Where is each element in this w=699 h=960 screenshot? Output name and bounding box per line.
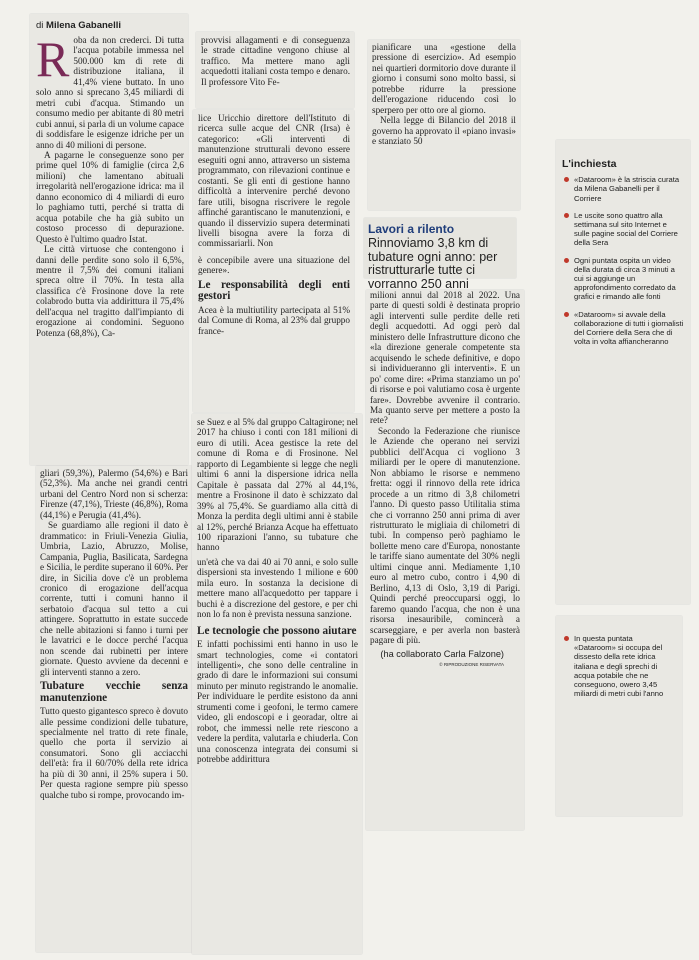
- paragraph: se Suez e al 5% dal gruppo Caltagirone; nel 2017 ha chiuso i conti con 181 milioni di euro di utili. Acea gestisce la rete del comune di Roma e di Frosinone. Nel rapporto di Legambiente si legge che negli ultimi 6 anni la dispersione idrica nella Capitale è passata dal 27% al 44,1%, mentre a Frosinone il dato è schizzato dal 39% al 75,4%. Se guardiamo alla città di Monza la perdita degli ultimi anni è stabile al 12%, perché Brianza Acque ha effettuato 100 riparazioni l'anno, su tubature che hanno: [197, 417, 358, 553]
- paragraph: E infatti pochissimi enti hanno in uso le smart technologies, come «i contatori intelligenti», che sono delle centraline in grado di dare le informazioni sui consumi minuto per minuto registrando le anomalie. Per individuare le perdite esistono da anni strumenti come i geofoni, le termo camere video, gli endoscopi e i georadar, oltre ai robot, che immessi nelle rete riescono a vedere la perdita, valutarla e chiuderla. Con una conoscenza integrata dei consumi si potrebbe addirittura: [197, 639, 358, 765]
- paragraph: Secondo la Federazione che riunisce le Aziende che operano nei servizi pubblici dell'Acqua ci vogliono 3 miliardi per le opere di manutenzione. Non abbiamo le risorse e nemmeno fretta: oggi il rinnovo della rete idrica procede a un ritmo di 3,8 chilometri l'anno. Di questo passo Utilitalia stima che ci vorranno 250 anni prima di aver ristrutturato le migliaia di chilometri di tubi. In compenso però paghiamo le bollette meno care d'Europa, nonostante le tariffe siano aumentate del 30% negli ultimi cinque anni. Mediamente 1,10 euro al metro cubo, contro i 4,90 di Berlino, 4,13 di Oslo, 3,19 di Parigi. Quindi perché preoccuparsi oggi, lo faremo quando l'acqua, che non è una risorsa inesauribile, comincerà a scarseggiare, e per averla non basterà pagare di più.: [370, 425, 520, 645]
- article-text: [196, 32, 354, 87]
- drop-cap: R: [36, 31, 70, 87]
- sidebar-item: Ogni puntata ospita un video della durata di circa 3 minuti a cui si aggiunge un approfondimento corredato da grafici e rimando alle fonti: [562, 256, 684, 302]
- paragraph: provvisi allagamenti e di conseguenza le strade cittadine vengono chiuse al traffico. Ma mettere mano agli acquedotti italiani costa tempo e denaro. Il professore Vito Fe-: [201, 35, 350, 87]
- article-clip-col2-bottom: [192, 414, 362, 954]
- paragraph: Se guardiamo alle regioni il dato è drammatico: in Friuli-Venezia Giulia, Umbria, Lazio, Abruzzo, Molise, Campania, Puglia, Basilicata, Sardegna e Sicilia, le perdite superano il 60%. Per dire, in Sicilia dove c'è un problema cronico di erogazione dell'acqua corrente, tutti i comuni hanno il serbatoio d'acqua sul tetto a cui attingere. Soprattutto in estate succede che nelle abitazioni si fanno i turni per le lavatrici e le docce perché l'acqua non scende dai rubinetti per intere giornate. Questo avviene da decenni e gli interventi stanno a zero.: [40, 520, 188, 677]
- paragraph: Nella legge di Bilancio del 2018 il governo ha approvato il «piano invasi» e stanziato 50: [372, 115, 516, 147]
- paragraph: oba da non crederci. Di tutta l'acqua potabile immessa nel 500.000 km di rete di distribuzione italiana, il 41,4% viene buttato. In uno solo anno si sprecano 3,45 miliardi di metri cubi d'acqua. Stimando un consumo medio per abitante di 80 metri cubi annui, si parla di un volume capace di soddisfare le esigenze idriche per un anno di 40 milioni di persone.: [36, 35, 184, 150]
- paragraph: milioni annui dal 2018 al 2022. Una parte di questi soldi è destinata proprio agli interventi sulle perdite delle reti degli acquedotti. Ad oggi però dal ministero delle Infrastrutture dicono che «la direzione generale competente sta acquisendo le schede definitive, e dopo si individueranno gli interventi». E un po' come dire: «Prima stanziamo un po' di risorse e poi valutiamo cosa è urgente fare». Dovrebbe avvenire il contrario. Ma quanto serve per mettere a posto la rete?: [370, 290, 520, 426]
- bullet-icon: [564, 636, 569, 641]
- paragraph: lice Uricchio direttore dell'Istituto di ricerca sulle acque del CNR (Irsa) è categorico: «Gli interventi di manutenzione strutturali devono essere eseguiti ogni anno, attraverso un sistema programmato, con rilevazioni continue e costanti. Se gli enti di gestione hanno difficoltà a intervenire perché devono fare utili, bisogna riscrivere le regole affinché garantiscano le manutenzioni, e quando il disservizio supera determinati livelli bisogna avere la forza di commissariarli. Non: [198, 113, 350, 249]
- rights-notice: © RIPRODUZIONE RISERVATA: [439, 662, 504, 668]
- article-text: [193, 110, 354, 336]
- paragraph: Le città virtuose che contengono i danni delle perdite sono solo il 6,5%, mentre il 7,5% dei comuni italiani spreca oltre il 70%. In testa alla classifica c'è Frosinone dove la rete colabrodo butta via addirittura il 75,4% dell'acqua nel tragitto dall'impianto di erogazione ai condomini. Seguono Potenza (68,8%), Ca-: [36, 244, 184, 338]
- sidebar-clip: [556, 140, 690, 604]
- section-heading: Le responsabilità degli enti gestori: [198, 278, 350, 303]
- bullet-icon: [564, 312, 569, 317]
- sidebar-item: «Dataroom» è la striscia curata da Milena Gabanelli per il Corriere: [562, 175, 684, 203]
- byline: di Milena Gabanelli: [36, 20, 122, 31]
- sidebar-clip-bottom: [556, 616, 682, 816]
- paragraph: A pagarne le conseguenze sono per prime quel 10% di famiglie (circa 2,6 milioni) che lamentano abituali irregolarità nell'erogazione idrica: ma il danno economico di 4 miliardi di euro lo paghiamo tutti, perché si tratta di acqua potabile che ha già subito un costoso processo di depurazione. Questo è l'ultimo quadro Istat.: [36, 149, 184, 244]
- article-clip-col1-bottom: [36, 466, 192, 952]
- bullet-icon: [564, 213, 569, 218]
- article-clip-col1-top: [30, 14, 188, 465]
- box-subtitle: Rinnoviamo 3,8 km di tubature ogni anno: per ristrutturarle tutte ci vorranno 250 anni: [368, 236, 498, 291]
- article-clip-col2-middle: [193, 110, 354, 412]
- paragraph: Tutto questo gigantesco spreco è dovuto alle pessime condizioni delle tubature, specialmente nel tratto di rete finale, quello che porta il servizio ai consumatori. Sono gli acciacchi dell'età: fra il 60/70% della rete idrica ha più di 30 anni, il 25% supera i 50. Per questa ragione sempre più spesso qualche tubo si rompe, provocando im-: [40, 706, 188, 800]
- article-text: [36, 31, 184, 338]
- bullet-icon: [564, 258, 569, 263]
- paragraph: gliari (59,3%), Palermo (54,6%) e Bari (52,3%). Ma anche nei grandi centri urbani del Centro Nord non si scherza: Firenze (47,1%), Trieste (46,8%), Roma (44,1%) e Perugia (41,4%).: [40, 468, 188, 520]
- article-text: [36, 466, 192, 800]
- section-heading: Le tecnologie che possono aiutare: [197, 624, 357, 637]
- paragraph: è concepibile avere una situazione del genere».: [198, 254, 350, 276]
- article-clip-col2-top: [196, 32, 354, 108]
- sidebar-heading: L'inchiesta: [562, 158, 617, 170]
- article-text: [366, 290, 524, 645]
- article-text: [368, 40, 520, 147]
- highlight-box: [364, 218, 516, 291]
- sidebar-item: Le uscite sono quattro alla settimana sul sito Internet e sulle pagine social del Corriere della Sera: [562, 211, 684, 248]
- article-clip-col3-top: [368, 40, 520, 210]
- signature: (ha collaborato Carla Falzone): [380, 649, 504, 660]
- article-clip-col3-bottom: [366, 290, 524, 830]
- sidebar-item: «Dataroom» si avvale della collaborazione di tutti i giornalisti del Corriere della Sera che di volta in volta affiancheranno: [562, 310, 684, 347]
- section-heading: Tubature vecchie senza manutenzione: [40, 680, 188, 704]
- bullet-icon: [564, 177, 569, 182]
- article-text: [192, 414, 362, 765]
- sidebar-item: In questa puntata «Dataroom» si occupa del dissesto della rete idrica italiana e degli sprechi di acqua potabile che ne conseguono, owero 3,45 miliardi di metri cubi l'anno: [562, 634, 676, 698]
- paragraph: un'età che va dai 40 ai 70 anni, e solo sulle dispersioni sta investendo 1 milione e 600 mila euro. In sostanza la decisione di mettere mano all'acquedotto per tappare i buchi è a discrezione del gestore, e per chi non lo fa non è prevista nessuna sanzione.: [197, 556, 358, 620]
- paragraph: Acea è la multiutility partecipata al 51% dal Comune di Roma, al 23% dal gruppo france-: [198, 304, 350, 336]
- paragraph: pianificare una «gestione della pressione di esercizio». Ad esempio nei quartieri dormitorio dove durante il giorno i consumi sono molto bassi, si potrebbe ridurre la pressione dell'erogazione riducendo così lo sperpero per otto ore al giorno.: [372, 42, 516, 115]
- box-title: Lavori a rilento: [368, 222, 455, 236]
